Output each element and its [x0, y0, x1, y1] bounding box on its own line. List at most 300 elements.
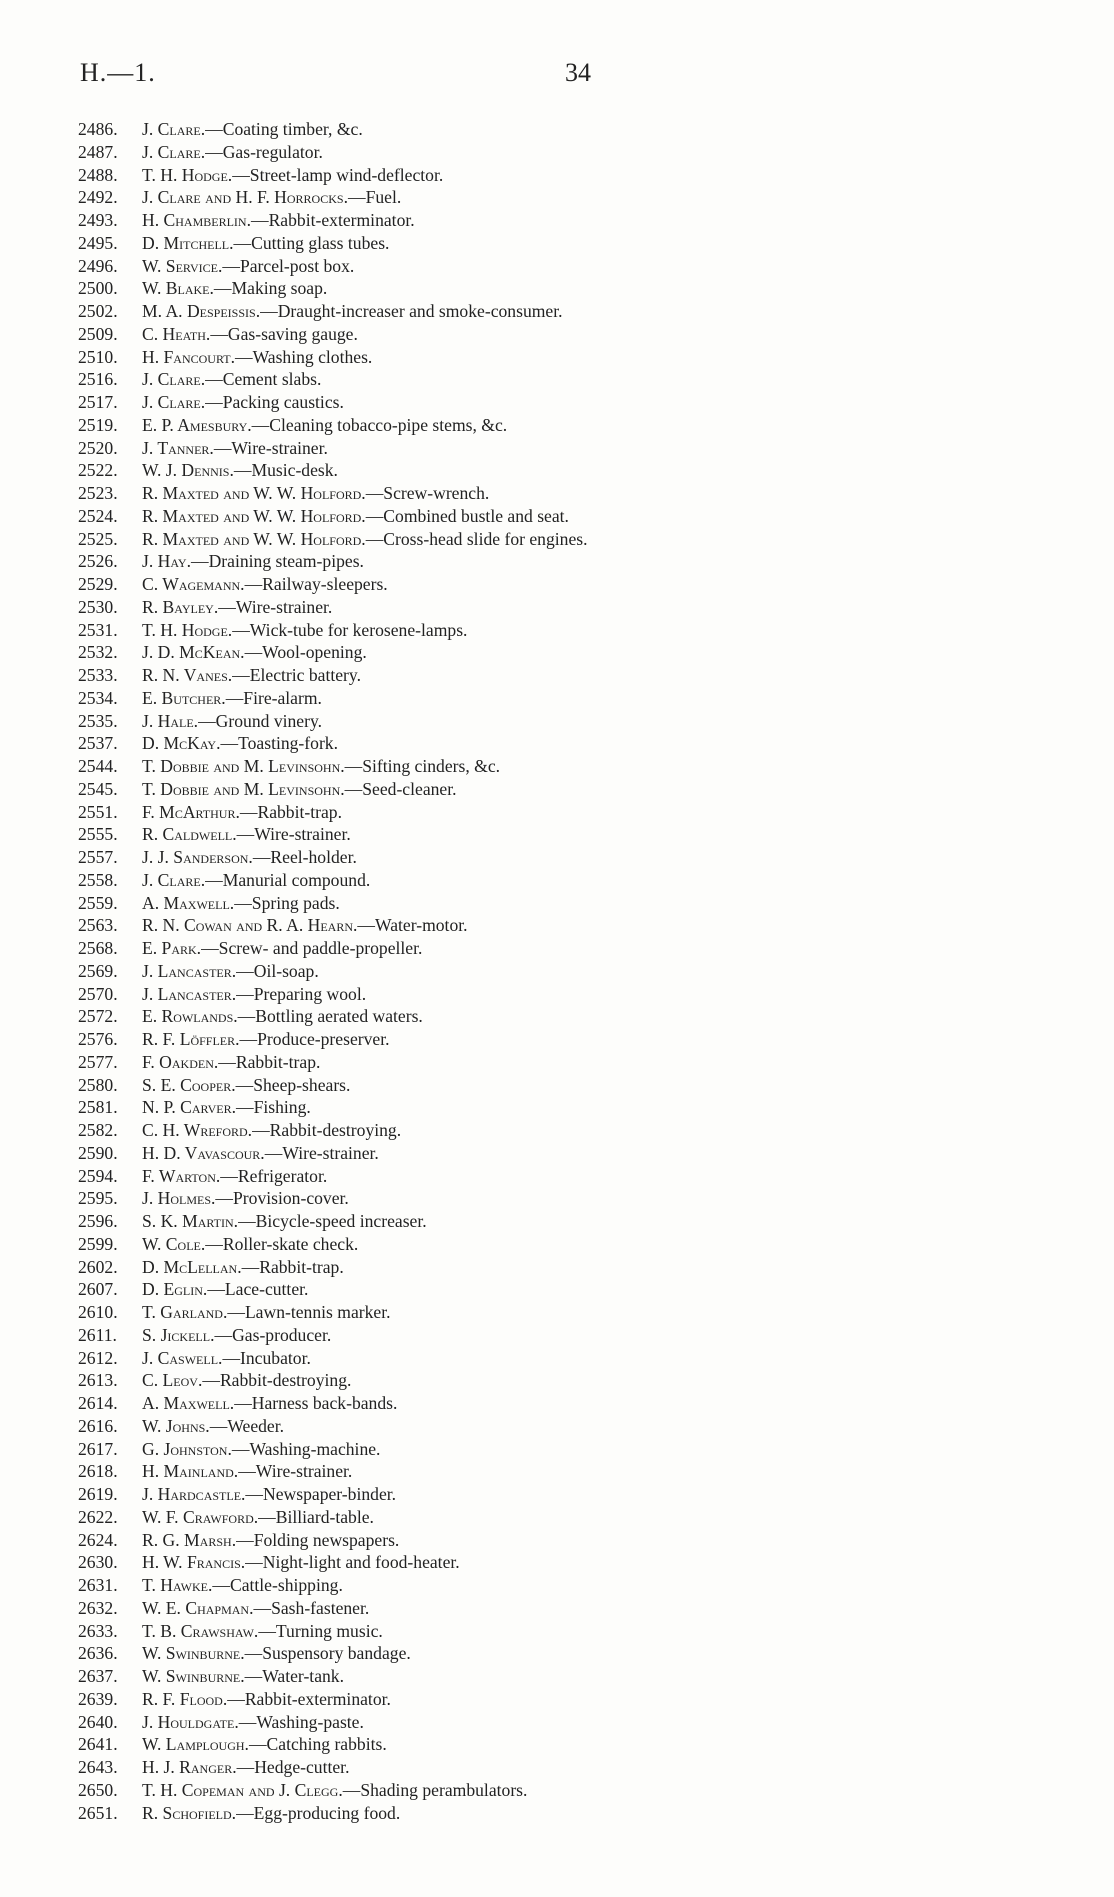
- applicant-name: W. Service.: [142, 255, 223, 276]
- invention-description: —Rabbit-trap.: [218, 1051, 321, 1072]
- entry-number: 2614.: [78, 1393, 118, 1413]
- list-item: [78, 619, 1038, 642]
- applicant-name: W. Swinburne.: [142, 1643, 245, 1664]
- entry-number: 2557.: [78, 847, 118, 867]
- entry-number: 2632.: [78, 1597, 118, 1618]
- invention-description: —Music-desk.: [233, 460, 338, 481]
- list-item: [78, 1324, 1038, 1347]
- entry-number: 2569.: [78, 960, 118, 981]
- applicant-name: J. D. McKean.: [142, 642, 245, 663]
- list-item: [78, 1142, 1038, 1165]
- invention-description: —Lawn-tennis marker.: [227, 1302, 391, 1322]
- list-item: [78, 1210, 1038, 1233]
- invention-description: —Weeder.: [209, 1415, 285, 1436]
- applicant-name: D. Eglin.: [142, 1279, 208, 1300]
- applicant-name: T. H. Hodge.: [142, 619, 233, 640]
- entry-number: 2630.: [78, 1552, 118, 1573]
- invention-description: —Provision-cover.: [215, 1188, 349, 1209]
- invention-description: —Draught-increaser and smoke-consumer.: [260, 301, 563, 321]
- list-item: [78, 323, 1038, 346]
- list-item: [78, 209, 1038, 232]
- entry-number: 2500.: [78, 278, 118, 299]
- list-item: [78, 687, 1038, 710]
- list-item: [78, 1051, 1038, 1074]
- applicant-name: R. N. Cowan and R. A. Hearn.: [142, 915, 358, 936]
- applicant-name: W. Swinburne.: [142, 1666, 245, 1686]
- list-item: [78, 1301, 1038, 1324]
- applicant-name: G. Johnston.: [142, 1438, 232, 1459]
- list-item: [78, 892, 1038, 915]
- applicant-name: C. Heath.: [142, 323, 211, 344]
- entry-number: 2602.: [78, 1256, 118, 1277]
- invention-description: —Rabbit-destroying.: [202, 1370, 352, 1391]
- applicant-name: T. H. Copeman and J. Clegg.: [142, 1779, 343, 1800]
- entry-number: 2570.: [78, 983, 118, 1004]
- entry-number: 2502.: [78, 301, 118, 321]
- invention-description: —Washing-machine.: [231, 1438, 381, 1459]
- entry-number: 2545.: [78, 778, 118, 799]
- invention-description: —Seed-cleaner.: [344, 778, 457, 799]
- applicant-name: F. Oakden.: [142, 1051, 219, 1072]
- applicant-name: E. Park.: [142, 938, 202, 958]
- entry-number: 2624.: [78, 1529, 118, 1550]
- entry-number: 2520.: [78, 437, 118, 458]
- invention-description: —Parcel-post box.: [222, 255, 355, 276]
- list-item: [78, 1688, 1038, 1711]
- invention-description: —Washing clothes.: [234, 346, 373, 367]
- list-item: [78, 823, 1038, 846]
- applicant-name: A. Maxwell.: [142, 892, 235, 913]
- entry-number: 2493.: [78, 210, 118, 230]
- entry-number: 2650.: [78, 1779, 118, 1800]
- invention-description: —Ground vinery.: [198, 710, 323, 731]
- entry-number: 2622.: [78, 1506, 118, 1527]
- list-item: [78, 1460, 1038, 1483]
- invention-description: —Spring pads.: [234, 892, 340, 913]
- applicant-name: T. Hawke.: [142, 1575, 213, 1595]
- invention-description: —Making soap.: [213, 278, 328, 299]
- list-item: [78, 232, 1038, 255]
- list-item: [78, 300, 1038, 323]
- applicant-name: H. D. Vavascour.: [142, 1142, 265, 1163]
- list-item: [78, 1779, 1038, 1802]
- entry-number: 2517.: [78, 392, 118, 412]
- list-item: [78, 1392, 1038, 1415]
- applicant-name: M. A. Despeissis.: [142, 301, 261, 321]
- entry-number: 2611.: [78, 1324, 117, 1345]
- list-item: [78, 368, 1038, 391]
- entry-number: 2526.: [78, 551, 118, 572]
- list-item: [78, 1096, 1038, 1119]
- list-item: [78, 277, 1038, 300]
- invention-description: —Oil-soap.: [236, 960, 319, 981]
- applicant-name: H. Mainland.: [142, 1461, 239, 1482]
- invention-description: —Toasting-fork.: [220, 733, 339, 754]
- invention-description: —Cross-head slide for engines.: [365, 528, 588, 549]
- list-item: [78, 983, 1038, 1006]
- invention-description: —Wick-tube for kerosene-lamps.: [232, 619, 468, 640]
- invention-description: —Screw-wrench.: [365, 483, 490, 503]
- entry-number: 2533.: [78, 665, 118, 685]
- list-item: [78, 732, 1038, 755]
- invention-description: —Sash-fastener.: [253, 1597, 370, 1618]
- entry-number: 2496.: [78, 255, 118, 276]
- list-item: [78, 550, 1038, 573]
- invention-description: —Cement slabs.: [205, 369, 322, 390]
- entry-number: 2641.: [78, 1734, 118, 1755]
- invention-description: —Turning music.: [258, 1620, 383, 1641]
- list-item: [78, 1438, 1038, 1461]
- invention-description: —Cutting glass tubes.: [233, 232, 390, 253]
- invention-description: —Rabbit-exterminator.: [227, 1688, 391, 1709]
- applicant-name: J. J. Sanderson.: [142, 847, 253, 867]
- invention-description: —Night-light and food-heater.: [245, 1552, 460, 1573]
- list-item: [78, 1165, 1038, 1188]
- entry-number: 2616.: [78, 1415, 118, 1436]
- entry-number: 2631.: [78, 1575, 118, 1595]
- applicant-name: T. Garland.: [142, 1302, 228, 1322]
- page-header: [80, 58, 1020, 98]
- list-item: [78, 1802, 1038, 1825]
- invention-description: —Gas-producer.: [214, 1324, 332, 1345]
- entry-number: 2607.: [78, 1279, 118, 1300]
- list-item: [78, 186, 1038, 209]
- invention-description: —Wire-strainer.: [264, 1142, 379, 1163]
- list-item: [78, 1711, 1038, 1734]
- list-item: [78, 1529, 1038, 1552]
- list-item: [78, 1506, 1038, 1529]
- entry-number: 2610.: [78, 1302, 118, 1322]
- entry-number: 2612.: [78, 1347, 118, 1368]
- applicant-name: R. Maxted and W. W. Holford.: [142, 528, 366, 549]
- applicant-name: E. Rowlands.: [142, 1006, 238, 1027]
- applicant-name: S. E. Cooper.: [142, 1074, 236, 1095]
- applicant-name: H. J. Ranger.: [142, 1757, 237, 1777]
- invention-description: —Harness back-bands.: [234, 1393, 398, 1413]
- applicant-name: D. McLellan.: [142, 1256, 242, 1277]
- applicant-name: R. F. Flood.: [142, 1688, 228, 1709]
- invention-description: —Suspensory bandage.: [244, 1643, 411, 1664]
- invention-description: —Street-lamp wind-deflector.: [232, 164, 444, 185]
- applicant-name: H. W. Francis.: [142, 1552, 246, 1573]
- entry-number: 2617.: [78, 1438, 118, 1459]
- invention-description: —Cattle-shipping.: [212, 1575, 343, 1595]
- entry-number: 2595.: [78, 1188, 118, 1209]
- applicant-name: R. N. Vanes.: [142, 665, 233, 685]
- applicant-name: F. McArthur.: [142, 801, 240, 822]
- entry-number: 2534.: [78, 687, 118, 708]
- list-item: [78, 437, 1038, 460]
- invention-description: —Reel-holder.: [252, 847, 357, 867]
- list-item: [78, 1028, 1038, 1051]
- entry-number: 2590.: [78, 1142, 118, 1163]
- list-item: [78, 755, 1038, 778]
- entry-number: 2594.: [78, 1165, 118, 1186]
- entry-number: 2509.: [78, 323, 118, 344]
- list-item: [78, 1574, 1038, 1597]
- invention-description: —Gas-saving gauge.: [210, 323, 358, 344]
- applicant-name: J. Lancaster.: [142, 960, 237, 981]
- applicant-name: W. F. Crawford.: [142, 1506, 259, 1527]
- invention-description: —Coating timber, &c.: [205, 119, 363, 139]
- entry-number: 2576.: [78, 1029, 118, 1049]
- invention-description: —Manurial compound.: [205, 869, 371, 890]
- list-item: [78, 1256, 1038, 1279]
- list-item: [78, 1642, 1038, 1665]
- entry-number: 2619.: [78, 1484, 118, 1504]
- invention-description: —Fire-alarm.: [225, 687, 322, 708]
- entry-number: 2551.: [78, 801, 118, 822]
- applicant-name: S. Jickell.: [142, 1324, 215, 1345]
- entry-number: 2613.: [78, 1370, 118, 1391]
- applicant-name: W. Cole.: [142, 1233, 206, 1254]
- invention-description: —Incubator.: [222, 1347, 311, 1368]
- applicant-name: C. Wagemann.: [142, 574, 245, 594]
- list-item: [78, 1756, 1038, 1779]
- invention-description: —Sheep-shears.: [235, 1074, 351, 1095]
- list-item: [78, 1551, 1038, 1574]
- entry-number: 2643.: [78, 1757, 118, 1777]
- applicant-name: N. P. Carver.: [142, 1097, 236, 1118]
- invention-description: —Washing-paste.: [238, 1711, 364, 1732]
- applicant-name: J. Clare.: [142, 119, 206, 139]
- entry-number: 2639.: [78, 1688, 118, 1709]
- invention-description: —Wire-strainer.: [238, 1461, 353, 1482]
- page-number: 34: [565, 58, 591, 87]
- invention-description: —Preparing wool.: [236, 983, 367, 1004]
- list-item: [78, 596, 1038, 619]
- entry-number: 2555.: [78, 824, 118, 845]
- invention-description: —Bicycle-speed increaser.: [238, 1211, 427, 1231]
- applicant-name: J. Holmes.: [142, 1188, 216, 1209]
- list-item: [78, 1597, 1038, 1620]
- entry-number: 2577.: [78, 1051, 118, 1072]
- entry-number: 2487.: [78, 141, 118, 162]
- entry-number: 2581.: [78, 1097, 118, 1118]
- entry-number: 2559.: [78, 892, 118, 913]
- entry-number: 2544.: [78, 756, 118, 776]
- applicant-name: J. Caswell.: [142, 1347, 223, 1368]
- invention-description: —Rabbit-exterminator.: [250, 210, 415, 230]
- invention-description: —Packing caustics.: [205, 392, 344, 412]
- applicant-name: E. Butcher.: [142, 687, 226, 708]
- invention-description: —Lace-cutter.: [207, 1279, 309, 1300]
- list-item: [78, 141, 1038, 164]
- list-item: [78, 164, 1038, 187]
- list-item: [78, 391, 1038, 414]
- list-item: [78, 118, 1038, 141]
- invention-description: —Bottling aerated waters.: [237, 1006, 423, 1027]
- invention-description: —Electric battery.: [232, 665, 361, 685]
- entry-number: 2568.: [78, 938, 118, 958]
- entry-number: 2488.: [78, 164, 118, 185]
- entry-number: 2618.: [78, 1461, 118, 1482]
- entry-number: 2531.: [78, 619, 118, 640]
- list-item: [78, 414, 1038, 437]
- applicant-name: W. Blake.: [142, 278, 214, 299]
- invention-description: —Sifting cinders, &c.: [344, 756, 501, 776]
- entry-number: 2537.: [78, 733, 118, 754]
- list-item: [78, 1620, 1038, 1643]
- list-item: [78, 641, 1038, 664]
- applicant-name: J. Hale.: [142, 710, 199, 731]
- entry-number: 2535.: [78, 710, 118, 731]
- list-item: [78, 710, 1038, 733]
- applicant-name: J. Hardcastle.: [142, 1484, 246, 1504]
- list-item: [78, 1233, 1038, 1256]
- invention-description: —Water-tank.: [244, 1666, 344, 1686]
- entry-number: 2563.: [78, 915, 118, 936]
- applicant-name: R. Schofield.: [142, 1802, 237, 1823]
- applicant-name: J. Hay.: [142, 551, 191, 572]
- entry-number: 2651.: [78, 1802, 118, 1823]
- entry-number: 2640.: [78, 1711, 118, 1732]
- applicant-name: R. Caldwell.: [142, 824, 237, 845]
- applicant-name: J. Houldgate.: [142, 1711, 239, 1732]
- applicant-name: H. Chamberlin.: [142, 210, 251, 230]
- entry-number: 2637.: [78, 1666, 118, 1686]
- entry-number: 2529.: [78, 574, 118, 594]
- invention-description: —Produce-preserver.: [239, 1029, 390, 1049]
- list-item: [78, 346, 1038, 369]
- invention-description: —Newspaper-binder.: [245, 1484, 397, 1504]
- entry-number: 2524.: [78, 505, 118, 526]
- list-item: [78, 1369, 1038, 1392]
- invention-description: —Refrigerator.: [220, 1165, 328, 1186]
- applicant-name: H. Fancourt.: [142, 346, 235, 367]
- entry-number: 2596.: [78, 1211, 118, 1231]
- applicant-name: R. Maxted and W. W. Holford.: [142, 483, 366, 503]
- entry-number: 2492.: [78, 187, 118, 208]
- entry-number: 2532.: [78, 642, 118, 663]
- invention-description: —Fishing.: [235, 1097, 311, 1118]
- invention-description: —Wire-strainer.: [213, 437, 328, 458]
- invention-description: —Rabbit-trap.: [241, 1256, 344, 1277]
- list-item: [78, 1415, 1038, 1438]
- applicant-name: R. G. Marsh.: [142, 1529, 237, 1550]
- applicant-name: D. Mitchell.: [142, 232, 234, 253]
- invention-description: —Catching rabbits.: [248, 1734, 387, 1755]
- list-item: [78, 528, 1038, 551]
- list-item: [78, 1483, 1038, 1506]
- entry-number: 2519.: [78, 414, 118, 435]
- entry-number: 2582.: [78, 1120, 118, 1140]
- entry-number: 2516.: [78, 369, 118, 390]
- entry-number: 2523.: [78, 483, 118, 503]
- list-item: [78, 801, 1038, 824]
- list-item: [78, 1187, 1038, 1210]
- applicant-name: J. Clare.: [142, 141, 206, 162]
- applicant-name: E. P. Amesbury.: [142, 414, 252, 435]
- applicant-name: R. Bayley.: [142, 596, 219, 617]
- entry-number: 2525.: [78, 528, 118, 549]
- list-item: [78, 778, 1038, 801]
- invention-description: —Cleaning tobacco-pipe stems, &c.: [251, 414, 508, 435]
- entry-number: 2522.: [78, 460, 118, 481]
- list-item: [78, 1347, 1038, 1370]
- applicant-name: J. Clare.: [142, 369, 206, 390]
- applicant-name: J. Clare and H. F. Horrocks.: [142, 187, 348, 208]
- invention-description: —Water-motor.: [357, 915, 468, 936]
- list-item: [78, 1733, 1038, 1756]
- applicant-name: J. Clare.: [142, 869, 206, 890]
- invention-description: —Rabbit-destroying.: [252, 1120, 402, 1140]
- applicant-name: T. H. Hodge.: [142, 164, 233, 185]
- list-item: [78, 1278, 1038, 1301]
- entry-number: 2510.: [78, 346, 118, 367]
- entry-number: 2599.: [78, 1233, 118, 1254]
- list-item: [78, 869, 1038, 892]
- entry-number: 2572.: [78, 1006, 118, 1027]
- list-item: [78, 914, 1038, 937]
- invention-description: —Draining steam-pipes.: [190, 551, 364, 572]
- entry-number: 2558.: [78, 869, 118, 890]
- list-item: [78, 1119, 1038, 1142]
- list-item: [78, 459, 1038, 482]
- entry-number: 2633.: [78, 1620, 118, 1641]
- invention-description: —Combined bustle and seat.: [365, 505, 569, 526]
- applicant-name: J. Tanner.: [142, 437, 214, 458]
- invention-description: —Roller-skate check.: [205, 1233, 359, 1254]
- invention-description: —Billiard-table.: [258, 1506, 374, 1527]
- applicant-name: T. Dobbie and M. Levinsohn.: [142, 756, 345, 776]
- list-item: [78, 255, 1038, 278]
- applicant-name: A. Maxwell.: [142, 1393, 235, 1413]
- applicant-name: C. Leov.: [142, 1370, 203, 1391]
- patent-list: [78, 118, 1038, 1824]
- applicant-name: F. Warton.: [142, 1165, 221, 1186]
- applicant-name: W. J. Dennis.: [142, 460, 234, 481]
- list-item: [78, 664, 1038, 687]
- invention-description: —Egg-producing food.: [236, 1802, 401, 1823]
- applicant-name: R. F. Löffler.: [142, 1029, 240, 1049]
- applicant-name: D. McKay.: [142, 733, 221, 754]
- applicant-name: T. Dobbie and M. Levinsohn.: [142, 778, 345, 799]
- invention-description: —Shading perambulators.: [342, 1779, 528, 1800]
- list-item: [78, 1005, 1038, 1028]
- applicant-name: J. Clare.: [142, 392, 206, 412]
- applicant-name: W. Lamplough.: [142, 1734, 249, 1755]
- list-item: [78, 505, 1038, 528]
- applicant-name: S. K. Martin.: [142, 1211, 239, 1231]
- list-item: [78, 1665, 1038, 1688]
- invention-description: —Rabbit-trap.: [239, 801, 342, 822]
- invention-description: —Railway-sleepers.: [244, 574, 388, 594]
- entry-number: 2636.: [78, 1643, 118, 1664]
- applicant-name: W. E. Chapman.: [142, 1597, 254, 1618]
- list-item: [78, 937, 1038, 960]
- invention-description: —Wire-strainer.: [218, 596, 333, 617]
- series-code: H.—1.: [80, 58, 156, 87]
- invention-description: —Screw- and paddle-propeller.: [201, 938, 423, 958]
- invention-description: —Folding newspapers.: [236, 1529, 400, 1550]
- entry-number: 2530.: [78, 596, 118, 617]
- entry-number: 2580.: [78, 1074, 118, 1095]
- list-item: [78, 1074, 1038, 1097]
- applicant-name: W. Johns.: [142, 1415, 210, 1436]
- invention-description: —Hedge-cutter.: [236, 1757, 350, 1777]
- invention-description: —Fuel.: [347, 187, 402, 208]
- applicant-name: J. Lancaster.: [142, 983, 237, 1004]
- list-item: [78, 482, 1038, 505]
- invention-description: —Wire-strainer.: [236, 824, 351, 845]
- applicant-name: T. B. Crawshaw.: [142, 1620, 259, 1641]
- list-item: [78, 846, 1038, 869]
- invention-description: —Wool-opening.: [244, 642, 367, 663]
- applicant-name: C. H. Wreford.: [142, 1120, 253, 1140]
- applicant-name: R. Maxted and W. W. Holford.: [142, 505, 366, 526]
- entry-number: 2486.: [78, 119, 118, 139]
